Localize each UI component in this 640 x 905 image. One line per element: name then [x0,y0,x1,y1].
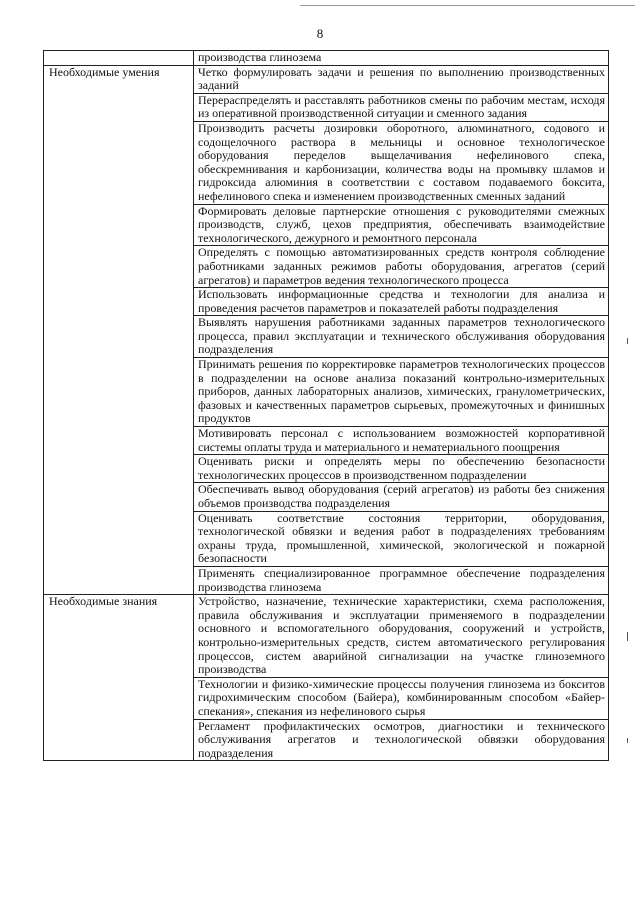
row-content-cell: Производить расчеты дозировки оборотного, алюминатного, содового и содощелочного раствора в мельницы и основное технологическое оборудования переделов выщелачивания нефелинового спека, обескремнивания и карбонизации, количества воды на промывку шламов и гидроксида алюминия в соответствии с составом подаваемого боксита, нефелинового спека и изменением производственных сменных заданий [194,121,609,204]
row-content-cell: производства глинозема [194,51,609,66]
row-content-cell: Выявлять нарушения работниками заданных параметров технологического процесса, правил эксплуатации и технического обслуживания оборудования подразделения [194,316,609,358]
row-label-cell: Необходимые знания [44,595,194,761]
row-content-cell: Определять с помощью автоматизированных средств контроля соблюдение работниками заданных режимов работы оборудования, агрегатов (серий агрегатов) и параметров ведения технологического процесса [194,246,609,288]
row-content-cell: Оценивать риски и определять меры по обеспечению безопасности технологических процессов в производственном подразделении [194,455,609,483]
table-row [44,595,609,678]
scan-mark [627,632,628,641]
row-content-cell: Применять специализированное программное обеспечение подразделения производства глинозема [194,566,609,594]
scan-mark [627,338,628,344]
top-scan-rule [300,5,635,6]
row-content-cell: Обеспечивать вывод оборудования (серий агрегатов) из работы без снижения объемов производства подразделения [194,483,609,511]
row-content-cell: Использовать информационные средства и технологии для анализа и проведения расчетов параметров и показателей работы подразделения [194,288,609,316]
row-content-cell: Мотивировать персонал с использованием возможностей корпоративной системы оплаты труда и материального и нематериального поощрения [194,427,609,455]
row-content-cell: Оценивать соответствие состояния территории, оборудования, технологической обвязки и ведения работ в подразделениях требованиям охраны труда, промышленной, химической, экологической и пожарной безопасности [194,511,609,566]
row-content-cell: Принимать решения по корректировке параметров технологических процессов в подразделении на основе анализа показаний контрольно-измерительных приборов, данных лабораторных анализов, химических, гранулометрических, фазовых и качественных параметров сырьевых, промежуточных и финишных продуктов [194,358,609,427]
row-content-cell: Регламент профилактических осмотров, диагностики и технического обслуживания агрегатов и технологической обвязки оборудования подразделения [194,719,609,761]
row-content-cell: Формировать деловые партнерские отношения с руководителями смежных производств, служб, цехов предприятия, обеспечивать взаимодействие технологического, дежурного и ремонтного персонала [194,204,609,246]
table-row [44,65,609,93]
table-row [44,51,609,66]
requirements-table [43,50,609,761]
requirements-table-body [44,51,609,761]
row-content-cell: Технологии и физико-химические процессы получения глинозема из бокситов гидрохимическим способом (Байера), комбинированным способом «Байер-спекания», спекания из нефелинового сырья [194,677,609,719]
page-number: 8 [316,26,324,41]
row-content-cell: Перераспределять и расставлять работников смены по рабочим местам, исходя из оперативной производственной ситуации и сменного задания [194,93,609,121]
row-label-cell [44,51,194,66]
row-content-cell: Четко формулировать задачи и решения по выполнению производственных заданий [194,65,609,93]
scan-mark [627,738,628,743]
row-content-cell: Устройство, назначение, технические характеристики, схема расположения, правила обслуживания и эксплуатации применяемого в подразделении основного и вспомогательного оборудования, сооружений и устройств, контрольно-измерительных средств, систем автоматического регулирования процессов, систем аварийной сигнализации на участке глиноземного производства [194,595,609,678]
document-table-container [43,50,609,761]
row-label-cell: Необходимые умения [44,65,194,595]
